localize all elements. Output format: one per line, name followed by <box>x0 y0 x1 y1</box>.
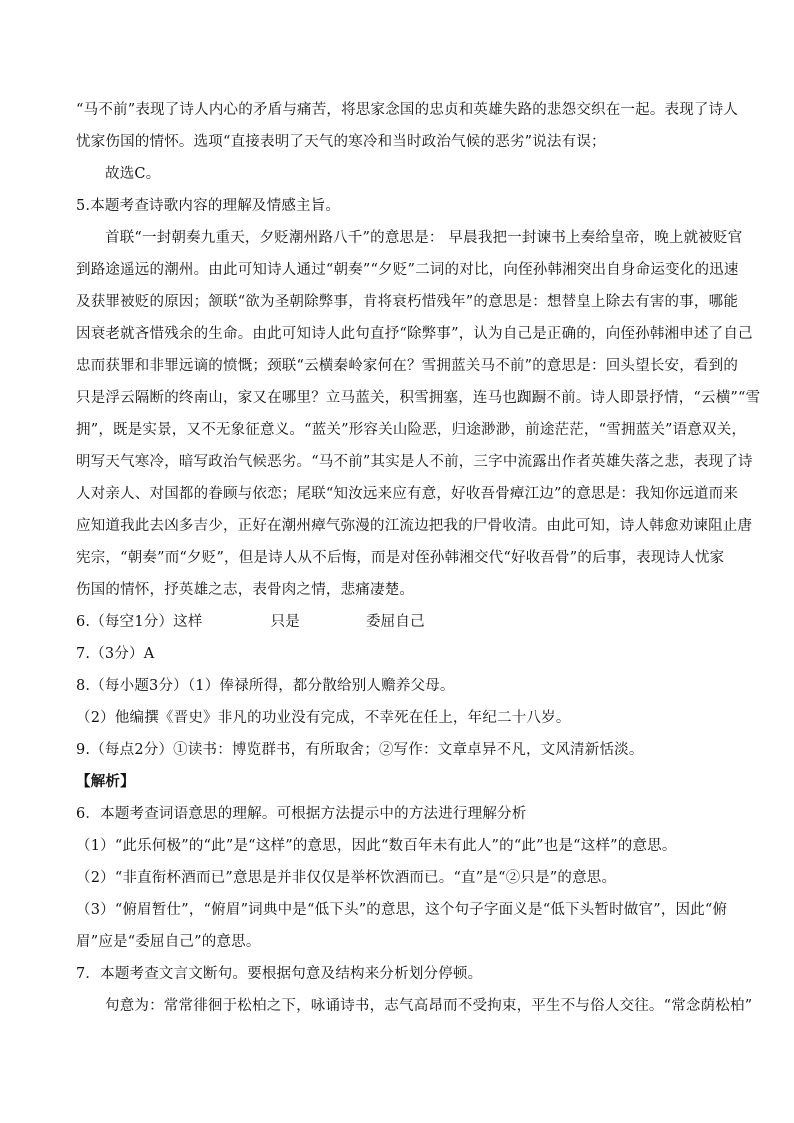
text-line: 因衰老就吝惜残余的生命。由此可知诗人此句直抒“除弊事”，认为自己是正确的，向侄孙韩湘申述了自己 <box>76 326 753 342</box>
analysis-7-title: 7．本题考查文言文断句。要根据句意及结构来分析划分停顿。 <box>76 966 483 982</box>
answer-6-first: 6.（每空1分）这样 <box>76 614 203 630</box>
analysis-6-item-1: （1）“此乐何极”的“此”是“这样”的意思，因此“数百年未有此人”的“此”也是“这样”的意思。 <box>76 838 677 854</box>
question-5-title: 5.本题考查诗歌内容的理解及情感主旨。 <box>76 198 341 214</box>
analysis-7-body: 句意为：常常徘徊于松柏之下，咏诵诗书，志气高昂而不受拘束，平生不与俗人交往。“常念荫松柏” <box>105 998 753 1014</box>
text-line: 应知道我此去凶多吉少，正好在潮州瘴气弥漫的江流边把我的尸骨收清。由此可知，诗人韩愈劝谏阻止唐 <box>76 518 753 534</box>
text-line: 明写天气寒冷，暗写政治气候恶劣。“马不前”其实是人不前，三字中流露出作者英雄失落之悲，表现了诗 <box>76 454 753 470</box>
answer-8-part-1: 8.（每小题3分）（1）俸禄所得，都分散给别人赡养父母。 <box>76 678 455 694</box>
text-line: 故选C。 <box>105 166 161 182</box>
text-line: 人对亲人、对国都的眷顾与依恋；尾联“知汝远来应有意，好收吾骨瘴江边”的意思是：我知你远道而来 <box>76 486 739 502</box>
analysis-6-item-2: （2）“非直衔杯酒而已”意思是并非仅仅是举杯饮酒而已。“直”是“②只是”的意思。 <box>76 870 617 886</box>
text-line: 忧家伤国的情怀。选项“直接表明了天气的寒冷和当时政治气候的恶劣”说法有误； <box>76 134 606 150</box>
text-line: 伤国的情怀，抒英雄之志，表骨肉之情，悲痛凄楚。 <box>76 582 415 598</box>
text-line: 宪宗，“朝奏”而“夕贬”，但是诗人从不后悔，而是对侄孙韩湘交代“好收吾骨”的后事，表现诗人忧家 <box>76 550 725 566</box>
text-line: “马不前”表现了诗人内心的矛盾与痛苦，将思家念国的忠贞和英雄失路的悲怨交织在一起。表现了诗人 <box>76 102 739 118</box>
text-line: 忠而获罪和非罪远谪的愤慨；颈联“云横秦岭家何在？雪拥蓝关马不前”的意思是：回头望长安，看到的 <box>76 358 739 374</box>
analysis-6-item-3-cont: 眉”应是“委屈自己”的意思。 <box>76 934 261 950</box>
answer-7: 7.（3分）A <box>76 646 155 662</box>
text-line: 首联“一封朝奏九重天，夕贬潮州路八千”的意思是： 早晨我把一封谏书上奏给皇帝，晚上就被贬官 <box>105 230 743 246</box>
text-line: 只是浮云隔断的终南山，家又在哪里？立马蓝关，积雪拥塞，连马也踟蹰不前。诗人即景抒情，“云横”“雪 <box>76 390 761 406</box>
answer-6 <box>76 612 425 632</box>
analysis-heading: 【解析】 <box>76 773 135 790</box>
analysis-6-item-3: （3）“俯眉暂仕”，“俯眉”词典中是“低下头”的意思，这个句子字面义是“低下头暂时做官”，因此“俯 <box>76 902 728 918</box>
answer-9: 9.（每点2分）①读书：博览群书，有所取舍；②写作：文章卓异不凡，文风清新恬淡。 <box>76 742 644 758</box>
answer-6-third: 委屈自己 <box>365 614 425 630</box>
analysis-6-title: 6．本题考查词语意思的理解。可根据方法提示中的方法进行理解分析 <box>76 806 527 822</box>
text-line: 拥”，既是实景，又不无象征意义。“蓝关”形容关山险恶，归途渺渺，前途茫茫，“雪拥蓝关”语意双关， <box>76 422 747 438</box>
answer-8-part-2: （2）他编撰《晋史》非凡的功业没有完成，不幸死在任上，年纪二十八岁。 <box>76 710 571 726</box>
text-line: 到路途遥远的潮州。由此可知诗人通过“朝奏”“夕贬”二词的对比，向侄孙韩湘突出自身命运变化的迅速 <box>76 262 739 278</box>
answer-6-second: 只是 <box>270 614 300 630</box>
text-line: 及获罪被贬的原因；颔联“欲为圣朝除弊事，肯将衰朽惜残年”的意思是：想替皇上除去有害的事，哪能 <box>76 294 739 310</box>
